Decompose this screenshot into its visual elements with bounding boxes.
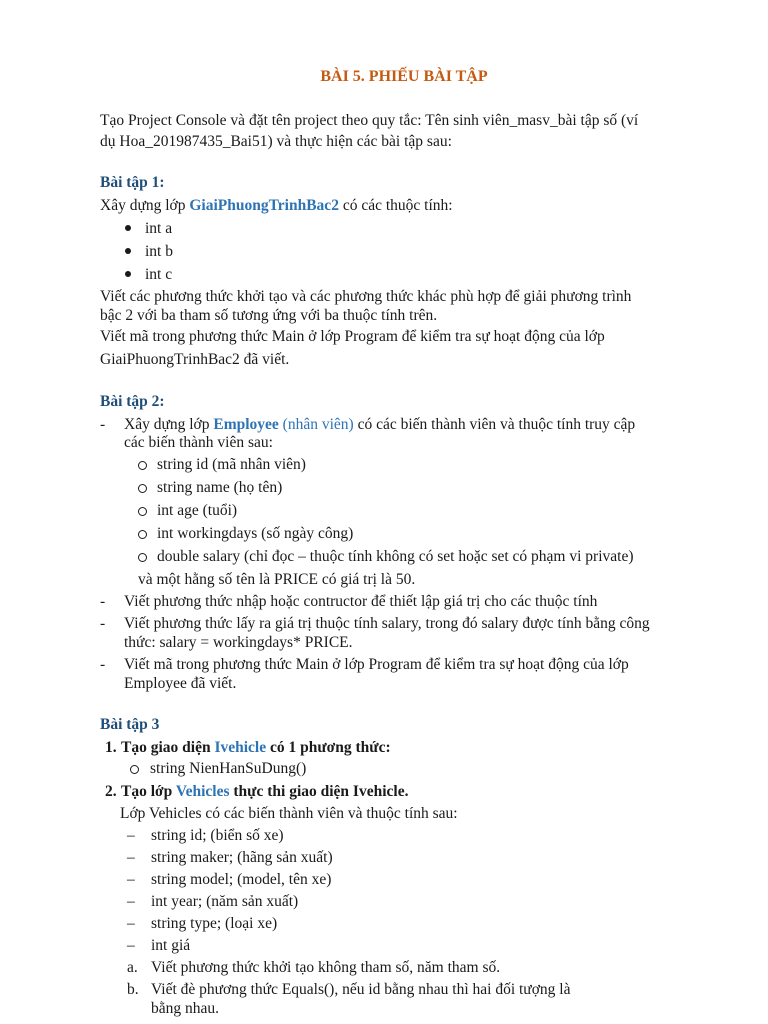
class-suffix: có các thuộc tính: <box>338 197 453 214</box>
class-prefix: Tạo lớp <box>121 783 176 800</box>
ex3-item-1 <box>121 737 391 759</box>
ex2-item-4-line-1: Viết mã trong phương thức Main ở lớp Program để kiểm tra sự hoạt động của lớp <box>124 656 629 673</box>
constant-line: và một hằng số tên là PRICE có giá trị là 50. <box>138 571 416 588</box>
attr-item: int a <box>145 220 173 237</box>
ex1-paragraph-2-line-1: Viết mã trong phương thức Main ở lớp Program để kiểm tra sự hoạt động của lớp <box>100 328 605 345</box>
circle-bullet-icon <box>138 484 147 493</box>
ex3-task-b-line-2: bằng nhau. <box>151 1000 220 1017</box>
employee-prefix: Xây dựng lớp <box>124 416 214 433</box>
bullet-icon <box>125 248 131 254</box>
circle-bullet-icon <box>138 507 147 516</box>
exercise-1-heading: Bài tập 1: <box>100 174 165 191</box>
method-name: string NienHanSuDung() <box>150 760 307 777</box>
dash-marker: – <box>127 915 135 932</box>
exercise-3-heading: Bài tập 3 <box>100 716 160 733</box>
employee-translation: (nhân viên) <box>278 416 354 433</box>
list-number: 1. <box>105 739 117 756</box>
dash-marker: – <box>127 827 135 844</box>
member-item: int workingdays (số ngày công) <box>157 525 354 542</box>
attr-item: int b <box>145 243 173 260</box>
ex3-task-a: Viết phương thức khởi tạo không tham số, năm tham số. <box>151 959 501 976</box>
exercise-2-heading: Bài tập 2: <box>100 393 165 410</box>
ex3-item-2 <box>121 781 408 803</box>
dash-marker: – <box>127 937 135 954</box>
ex1-paragraph-2-line-2: GiaiPhuongTrinhBac2 đã viết. <box>100 351 290 368</box>
class-name-giaiphuongtrinhbac2: GiaiPhuongTrinhBac2 <box>189 197 339 214</box>
dash-marker: - <box>100 615 106 632</box>
field-item: string type; (loại xe) <box>151 915 278 932</box>
field-item: string id; (biển số xe) <box>151 827 284 844</box>
interface-name-ivehicle: Ivehicle <box>214 739 267 756</box>
dash-marker: - <box>100 593 106 610</box>
class-name-employee: Employee <box>213 416 279 433</box>
list-number: 2. <box>105 783 117 800</box>
field-item: string model; (model, tên xe) <box>151 871 332 888</box>
class-prefix: Xây dựng lớp <box>100 197 190 214</box>
ex2-item-2: Viết phương thức nhập hoặc contructor để thiết lập giá trị cho các thuộc tính <box>124 593 598 610</box>
field-item: string maker; (hãng sản xuất) <box>151 849 333 866</box>
member-item: double salary (chỉ đọc – thuộc tính không có set hoặc set có phạm vi private) <box>157 548 634 565</box>
circle-bullet-icon <box>138 530 147 539</box>
intro-line-2: dụ Hoa_201987435_Bai51) và thực hiện các bài tập sau: <box>100 133 452 150</box>
interface-prefix: Tạo giao diện <box>121 739 215 756</box>
ex2-item-3-line-2: thức: salary = workingdays* PRICE. <box>124 634 353 651</box>
dash-marker: – <box>127 849 135 866</box>
bullet-icon <box>125 225 131 231</box>
class-name-vehicles: Vehicles <box>175 783 230 800</box>
circle-bullet-icon <box>138 553 147 562</box>
ex2-item-1-line-2: các biến thành viên sau: <box>124 434 273 451</box>
field-item: int giá <box>151 937 191 954</box>
circle-bullet-icon <box>138 461 147 470</box>
attr-item: int c <box>145 266 173 283</box>
intro-line-1: Tạo Project Console và đặt tên project theo quy tắc: Tên sinh viên_masv_bài tập số (ví <box>100 112 639 129</box>
class-suffix: thực thi giao diện Ivehicle. <box>229 783 409 800</box>
circle-bullet-icon <box>130 765 139 774</box>
dash-marker: - <box>100 416 106 433</box>
page-title: BÀI 5. PHIẾU BÀI TẬP <box>320 68 488 85</box>
member-item: int age (tuổi) <box>157 502 238 519</box>
employee-suffix: có các biến thành viên và thuộc tính truy cập <box>353 416 636 433</box>
dash-marker: - <box>100 656 106 673</box>
ex1-paragraph-1-line-2: bậc 2 với ba tham số tương ứng với ba thuộc tính trên. <box>100 307 438 324</box>
member-item: string id (mã nhân viên) <box>157 456 306 473</box>
list-letter: b. <box>127 981 139 998</box>
dash-marker: – <box>127 893 135 910</box>
ex3-task-b-line-1: Viết đè phương thức Equals(), nếu id bằng nhau thì hai đối tượng là <box>151 981 571 998</box>
dash-marker: – <box>127 871 135 888</box>
bullet-icon <box>125 271 131 277</box>
exercise-1-class-line <box>100 195 453 217</box>
vehicles-description: Lớp Vehicles có các biến thành viên và thuộc tính sau: <box>120 805 458 822</box>
ex2-item-4-line-2: Employee đã viết. <box>124 675 237 692</box>
member-item: string name (họ tên) <box>157 479 283 496</box>
field-item: int year; (năm sản xuất) <box>151 893 299 910</box>
ex1-paragraph-1-line-1: Viết các phương thức khởi tạo và các phương thức khác phù hợp để giải phương trình <box>100 288 632 305</box>
ex2-item-3-line-1: Viết phương thức lấy ra giá trị thuộc tính salary, trong đó salary được tính bằng công <box>124 615 650 632</box>
interface-suffix: có 1 phương thức: <box>266 739 391 756</box>
list-letter: a. <box>127 959 138 976</box>
